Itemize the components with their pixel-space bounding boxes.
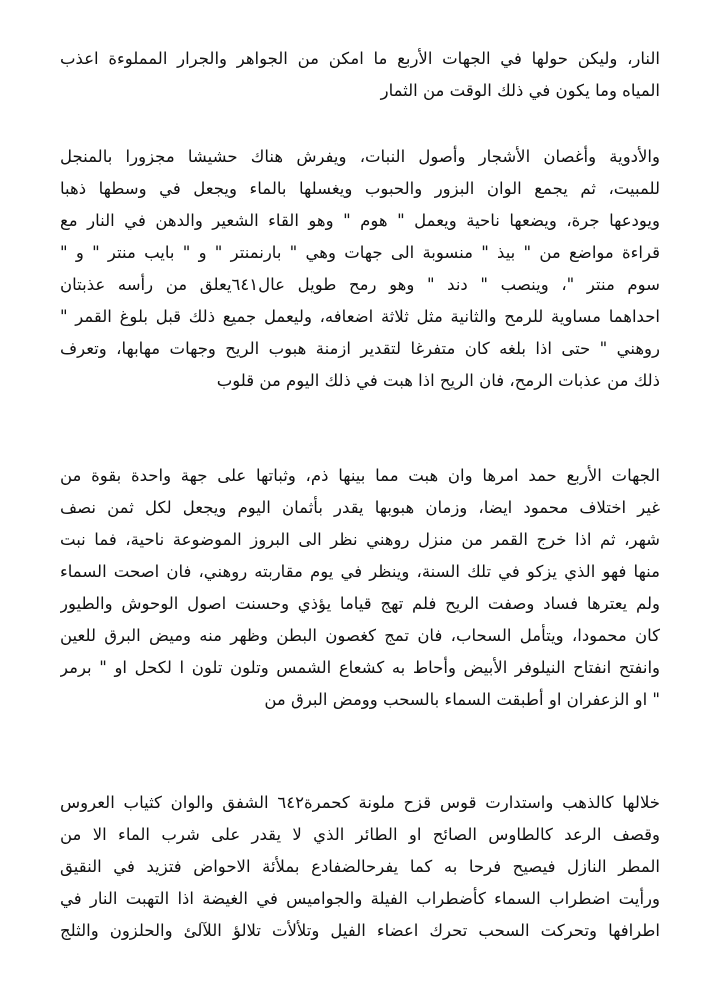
text-line: قراءة مواضع من " بيذ " منسوبة الى جهات وهي " بارنمنتر " و " بايب منتر " و " <box>60 243 660 262</box>
text-line: خلالها كالذهب واستدارت قوس قزح ملونة كحمرة٦٤٢ الشفق والوان كثياب العروس <box>60 793 660 812</box>
text-line: سوم منتر "، وينصب " دند " وهو رمح طويل عال٦٤١يعلق من رأسه عذبتان <box>60 275 660 294</box>
paragraph-4 <box>60 787 660 947</box>
text-line: ذلك من عذبات الرمح، فان الريح اذا هبت في ذلك اليوم من قلوب <box>216 371 660 390</box>
text-line: المطر النازل فيصيح فرحا به كما يفرحالضفادع بملأئة الاحواض فتزيد في النقيق <box>60 857 660 876</box>
text-line: وقصف الرعد كالطاوس الصائح او الطائر الذي لا يقدر على شرب الماء الا من <box>60 825 660 844</box>
text-line: " او الزعفران او أطبقت السماء بالسحب وومض البرق من <box>264 690 660 709</box>
paragraph-1 <box>60 43 660 107</box>
paragraph-2 <box>60 141 660 397</box>
text-line: ورأيت اضطراب السماء كأضطراب الفيلة والجواميس في الغيضة اذا التهبت النار في <box>60 889 660 908</box>
text-line: النار، وليكن حولها في الجهات الأربع ما امكن من الجواهر والجرار المملوءة اعذب <box>60 49 660 68</box>
text-line: شهر، ثم اذا خرج القمر من منزل روهني نظر الى البروز الموضوعة ناحية، فما نبت <box>60 530 660 549</box>
text-line: كان محمودا، ويتأمل السحاب، فان تمج كغصون البطن وظهر منه وميض البرق للعين <box>60 626 660 645</box>
text-line: للمبيت، ثم يجمع الوان البزور والحبوب ويغسلها بالماء ويجعل في وسطها ذهبا <box>60 179 660 198</box>
text-line: غير اختلاف محمود ايضا، وزمان هبوبها يقدر بأثمان اليوم ويجعل لكل ثمن نصف <box>60 498 660 517</box>
text-line: والأدوية وأغصان الأشجار وأصول النبات، ويفرش هناك حشيشا مجزورا بالمنجل <box>60 147 660 166</box>
text-line: الجهات الأربع حمد امرها وان هبت مما بينها ذم، وثباتها على جهة واحدة بقوة من <box>60 466 660 485</box>
text-line: ويودعها جرة، ويضعها ناحية ويعمل " هوم " وهو القاء الشعير والدهن في النار مع <box>60 211 660 230</box>
text-line: روهني " حتى اذا بلغه كان متفرغا لتقدير ازمنة هبوب الريح وجهات مهابها، وتعرف <box>60 339 660 358</box>
text-line: وانفتح انفتاح النيلوفر الأبيض وأحاط به كشعاع الشمس وتلون تلون ا لكحل او " برمر <box>60 658 660 677</box>
paragraph-3 <box>60 460 660 716</box>
text-line: منها فهو الذي يزكو في تلك السنة، وينظر في يوم مقاربته روهني، فان اصحت السماء <box>60 562 660 581</box>
text-line: ولم يعترها فساد وصفت الريح فلم تهج قياما يؤذي وحسنت اصول الوحوش والطيور <box>60 594 660 613</box>
text-line: المياه وما يكون في ذلك الوقت من الثمار <box>380 81 660 100</box>
text-line: اطرافها وتحركت السحب تحرك اعضاء الفيل وتلألأت تلالؤ اللآلئ والحلزون والثلج <box>60 921 660 940</box>
text-line: احداهما مساوية للرمح والثانية مثل ثلاثة اضعافه، وليعمل جميع ذلك قبل بلوغ القمر " <box>60 307 660 326</box>
